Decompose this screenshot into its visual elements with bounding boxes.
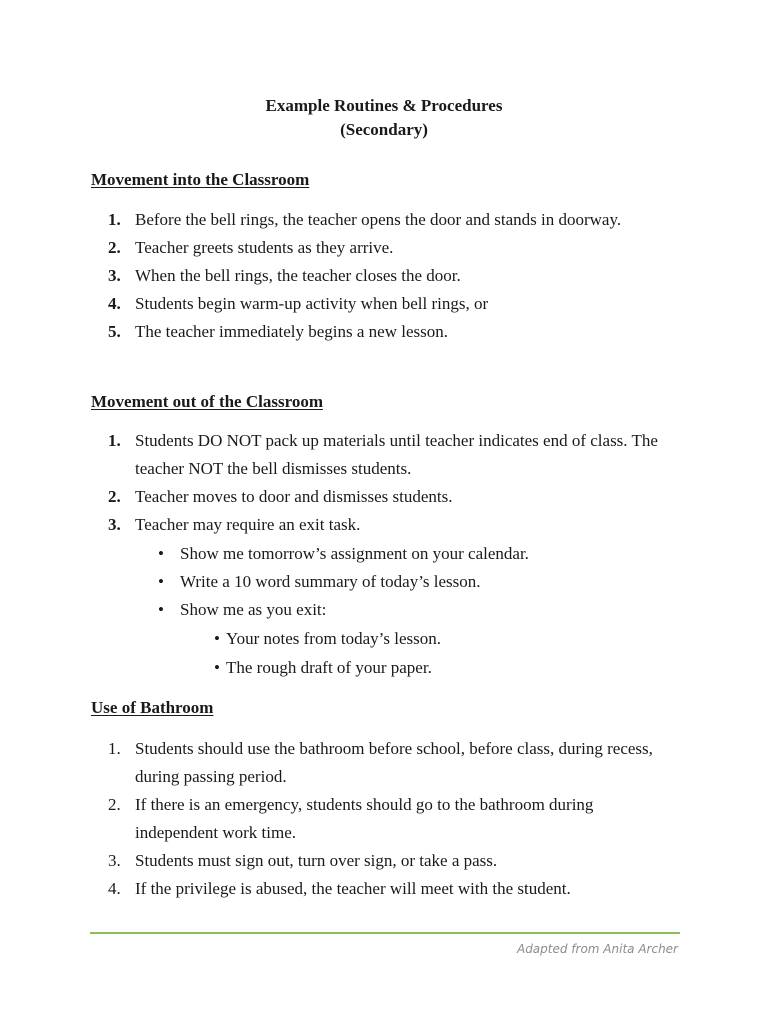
- movement-out-of-classroom-list: [0, 427, 768, 539]
- list-item: [0, 511, 768, 539]
- list-item: [0, 318, 768, 346]
- list-item-text: Students must sign out, turn over sign, or take a pass.: [135, 851, 498, 870]
- list-item-number: 4.: [108, 879, 121, 898]
- list-item: [0, 234, 768, 262]
- sub-bullet-item-text: Your notes from today’s lesson.: [226, 629, 442, 648]
- sub-bullet-item: [0, 653, 768, 682]
- list-item: [0, 875, 768, 903]
- list-item-text: Students should use the bathroom before school, before class, during recess, during passing period.: [135, 739, 653, 786]
- list-item-text: Teacher may require an exit task.: [135, 515, 361, 534]
- bullet-dot-icon: •: [158, 600, 164, 619]
- sub-bullet-dot-icon: •: [214, 629, 220, 648]
- list-item: [0, 483, 768, 511]
- bullet-dot-icon: •: [158, 544, 164, 563]
- bullet-item-text: Show me tomorrow’s assignment on your calendar.: [180, 544, 529, 563]
- list-item-number: 3.: [108, 851, 121, 870]
- list-item: [0, 847, 768, 875]
- list-item-number: 5.: [108, 322, 121, 341]
- footer-credit: Adapted from Anita Archer: [516, 942, 678, 956]
- list-item-text: The teacher immediately begins a new lesson.: [135, 322, 448, 341]
- footer-divider: [90, 932, 680, 934]
- bullet-item-text: Write a 10 word summary of today’s lesson.: [180, 572, 481, 591]
- list-item-number: 1.: [108, 210, 121, 229]
- list-item: [0, 791, 768, 847]
- list-item-text: Students DO NOT pack up materials until teacher indicates end of class. The teacher NOT the bell dismisses students.: [135, 431, 658, 478]
- list-item-text: Before the bell rings, the teacher opens the door and stands in doorway.: [135, 210, 622, 229]
- list-item-text: Teacher moves to door and dismisses students.: [135, 487, 453, 506]
- section-heading-use-of-bathroom: Use of Bathroom: [91, 698, 214, 717]
- list-item-number: 1.: [108, 431, 121, 450]
- list-item-number: 3.: [108, 515, 121, 534]
- section-heading-movement-out-of-classroom: Movement out of the Classroom: [91, 392, 323, 411]
- list-item: [0, 290, 768, 318]
- use-of-bathroom-list: [0, 735, 768, 903]
- bullet-item-text: Show me as you exit:: [180, 600, 327, 619]
- list-item-text: If there is an emergency, students should go to the bathroom during independent work time.: [135, 795, 594, 842]
- exit-task-bullet-list: [0, 540, 768, 624]
- sub-bullet-item: [0, 624, 768, 653]
- list-item: [0, 735, 768, 791]
- list-item: [0, 206, 768, 234]
- document-title: Example Routines & Procedures: [265, 96, 503, 115]
- list-item-text: Students begin warm-up activity when bell rings, or: [135, 294, 489, 313]
- show-me-sub-bullet-list: [0, 624, 768, 682]
- bullet-item: [0, 568, 768, 596]
- list-item-number: 2.: [108, 238, 121, 257]
- list-item-text: When the bell rings, the teacher closes the door.: [135, 266, 461, 285]
- sub-bullet-dot-icon: •: [214, 658, 220, 677]
- list-item-number: 2.: [108, 487, 121, 506]
- list-item-number: 3.: [108, 266, 121, 285]
- sub-bullet-item-text: The rough draft of your paper.: [226, 658, 432, 677]
- list-item-text: If the privilege is abused, the teacher will meet with the student.: [135, 879, 571, 898]
- section-heading-movement-into-classroom: Movement into the Classroom: [91, 170, 310, 189]
- document-subtitle: (Secondary): [340, 120, 428, 139]
- list-item-number: 1.: [108, 739, 121, 758]
- bullet-item: [0, 540, 768, 568]
- list-item-text: Teacher greets students as they arrive.: [135, 238, 394, 257]
- bullet-item: [0, 596, 768, 624]
- list-item-number: 4.: [108, 294, 121, 313]
- movement-into-classroom-list: [0, 206, 768, 346]
- bullet-dot-icon: •: [158, 572, 164, 591]
- list-item: [0, 262, 768, 290]
- list-item: [0, 427, 768, 483]
- list-item-number: 2.: [108, 795, 121, 814]
